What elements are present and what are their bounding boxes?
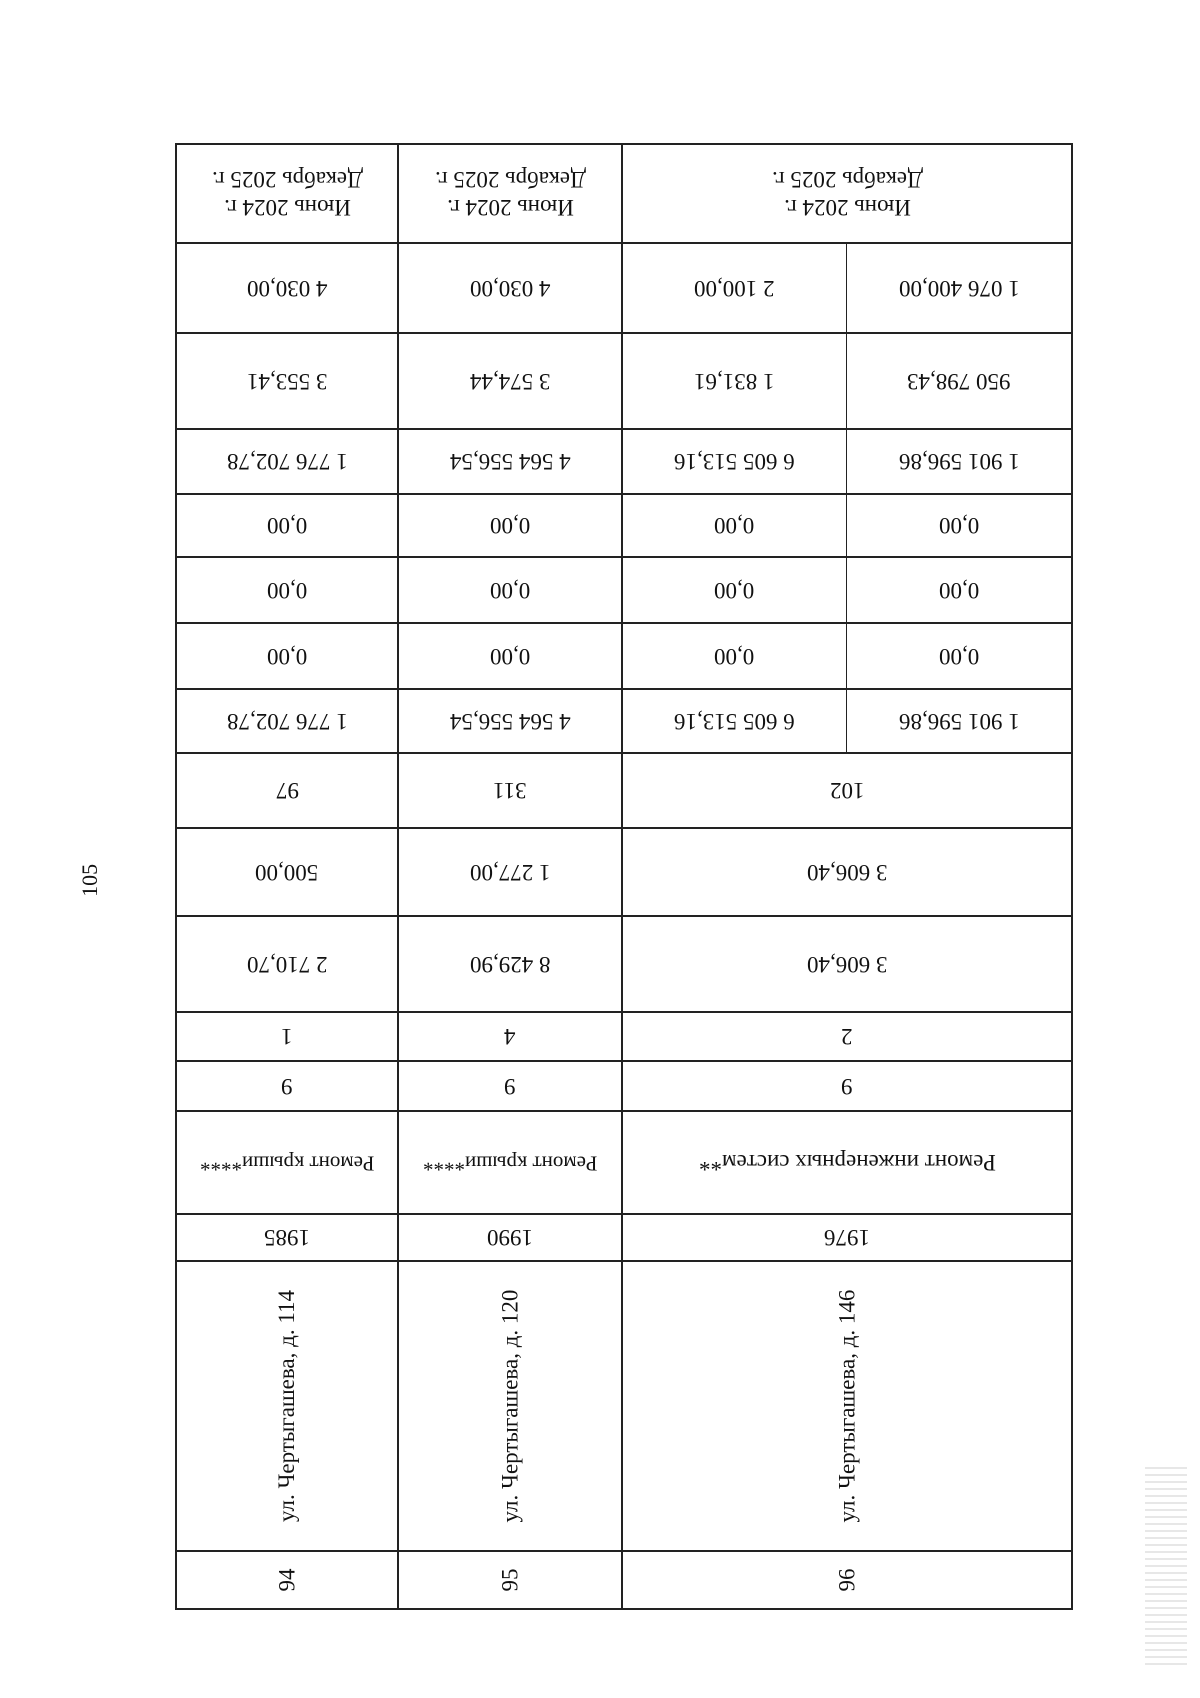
cell-address: ул. Чертыгашева, д. 120 <box>496 1289 522 1523</box>
cell-c14-a: 950 798,43 <box>907 369 1011 395</box>
cell-c13: 1 776 702,78 <box>226 449 348 475</box>
cell-c10-b: 0,00 <box>714 644 755 670</box>
cell-c12-a: 0,00 <box>938 513 980 539</box>
cell-c13: 4 564 556,54 <box>449 449 571 475</box>
cell-c14: 3 553,41 <box>246 369 328 395</box>
cell-c11: 0,00 <box>489 578 531 604</box>
cell-year: 1990 <box>487 1225 533 1251</box>
cell-c9-a: 1 901 596,86 <box>898 709 1020 735</box>
cell-c10: 0,00 <box>489 644 531 670</box>
cell-address: ул. Чертыгашева, д. 114 <box>273 1289 299 1522</box>
cell-c10-a: 0,00 <box>938 644 980 670</box>
cell-c5: 2 <box>841 1024 853 1050</box>
cell-work-type: Ремонт крыши**** <box>422 1151 598 1176</box>
cell-c8: 311 <box>493 778 527 804</box>
cell-c14: 3 574,44 <box>469 369 551 395</box>
cell-c12-b: 0,00 <box>714 513 755 539</box>
cell-c5: 4 <box>504 1024 516 1050</box>
cell-c4: 9 <box>841 1074 853 1100</box>
cell-year: 1976 <box>824 1225 870 1251</box>
cell-no: 96 <box>833 1568 859 1592</box>
cell-work-type: Ремонт крыши**** <box>199 1151 375 1176</box>
cell-c6: 8 429,90 <box>469 952 551 978</box>
cell-c8: 102 <box>829 778 865 804</box>
cell-c13-b: 6 605 513,16 <box>674 449 795 475</box>
cell-year: 1985 <box>264 1225 310 1251</box>
cell-c11-a: 0,00 <box>938 578 980 604</box>
cell-c7: 500,00 <box>255 860 319 886</box>
cell-c6: 2 710,70 <box>246 952 328 978</box>
page-number-portrait: 105 <box>76 863 102 897</box>
cell-work-type: Ремонт инженерных систем** <box>698 1150 996 1176</box>
cell-address: ул. Чертыгашева, д. 146 <box>833 1289 859 1523</box>
cell-c9-b: 6 605 513,16 <box>674 709 795 735</box>
cell-period: Июнь 2024 г. Декабрь 2025 г. <box>434 167 586 221</box>
cell-c9: 4 564 556,54 <box>449 709 571 735</box>
cell-c4: 9 <box>281 1074 293 1100</box>
cell-c9: 1 776 702,78 <box>226 709 348 735</box>
cell-c11: 0,00 <box>266 578 308 604</box>
cell-c15-a: 1 076 400,00 <box>898 276 1020 302</box>
cell-no: 94 <box>273 1568 299 1592</box>
cell-c10: 0,00 <box>266 644 308 670</box>
cell-c11-b: 0,00 <box>714 578 755 604</box>
cell-c13-a: 1 901 596,86 <box>898 449 1020 475</box>
cell-c15: 4 030,00 <box>246 276 328 302</box>
cell-c6: 3 606,40 <box>806 952 888 978</box>
cell-c8: 97 <box>275 778 299 804</box>
cell-period: Июнь 2024 г. Декабрь 2025 г. <box>771 167 923 221</box>
cell-c12: 0,00 <box>489 513 531 539</box>
cell-c7: 1 277,00 <box>469 860 551 886</box>
cell-c14-b: 1 831,61 <box>694 369 775 395</box>
cell-c15-b: 2 100,00 <box>694 276 775 302</box>
cell-c15: 4 030,00 <box>469 276 551 302</box>
cell-c5: 1 <box>281 1024 293 1050</box>
cell-c4: 9 <box>504 1074 516 1100</box>
cell-c12: 0,00 <box>266 513 308 539</box>
cell-c7: 3 606,40 <box>806 860 888 886</box>
cell-no: 95 <box>496 1568 522 1592</box>
scan-artifact <box>1145 1465 1187 1665</box>
cell-period: Июнь 2024 г. Декабрь 2025 г. <box>211 167 363 221</box>
